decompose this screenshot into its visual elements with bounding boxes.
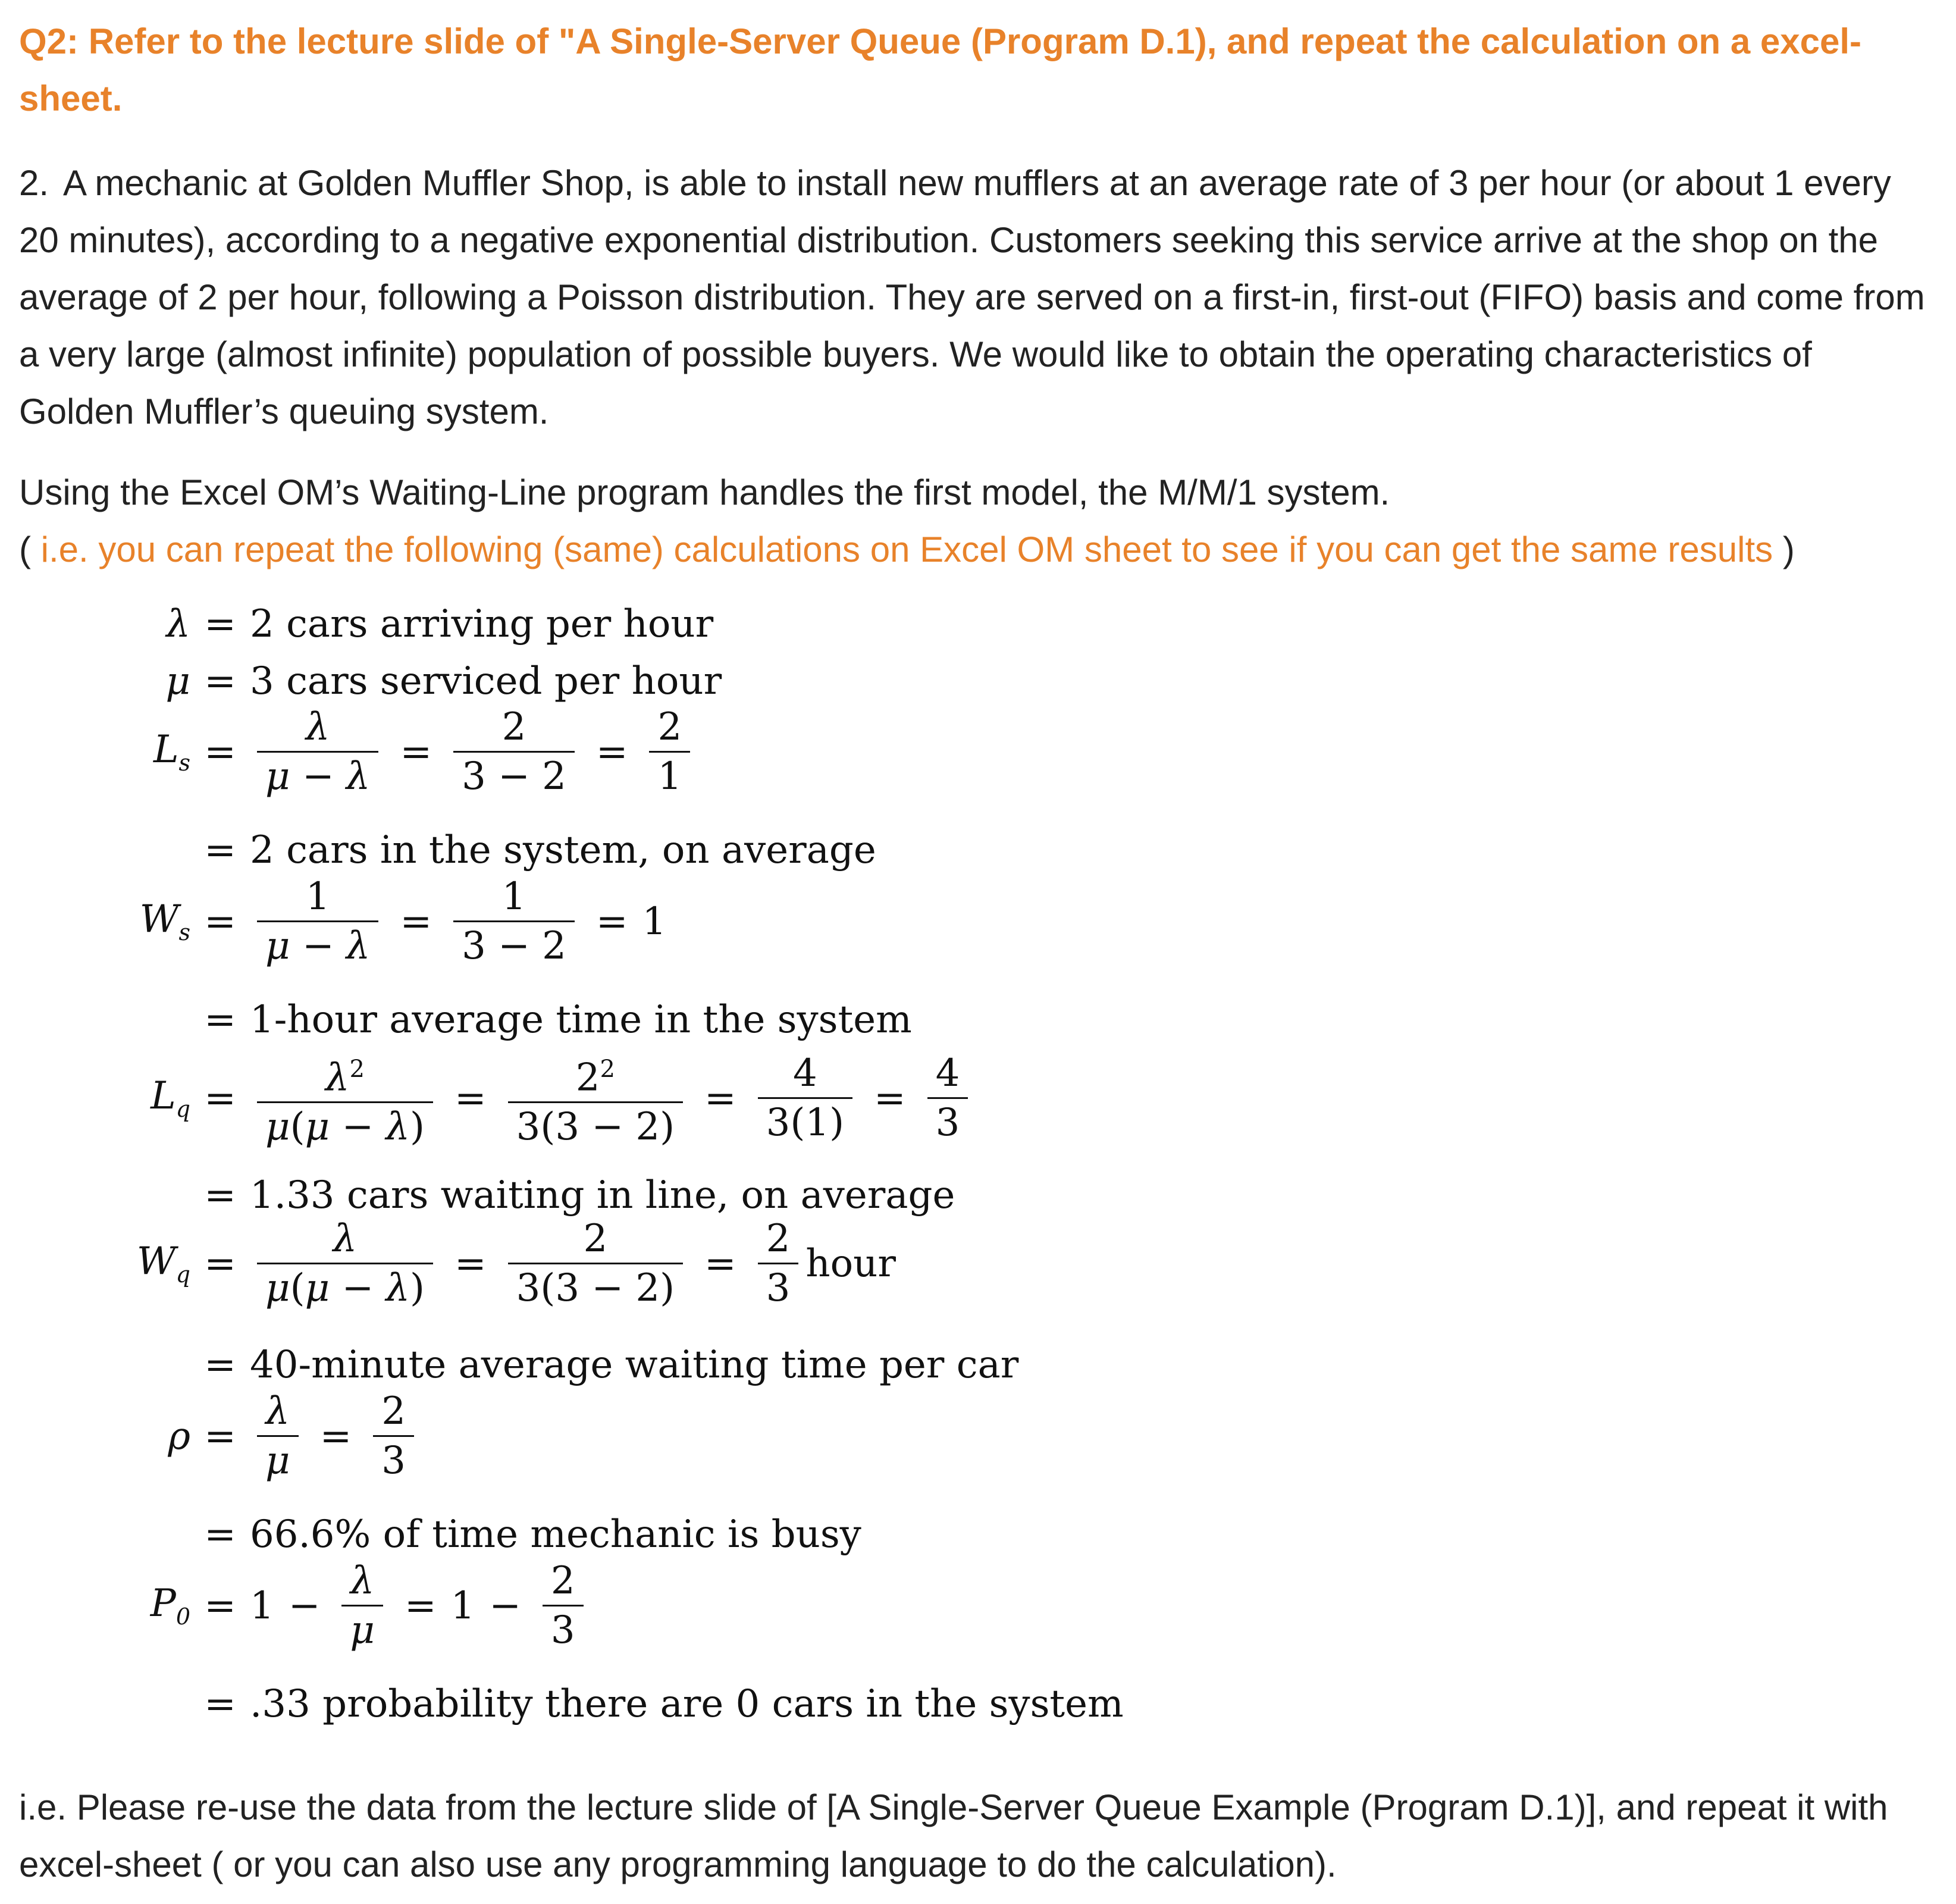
rho-result: 66.6% of time mechanic is busy [250, 1512, 861, 1557]
instructions-line2: i.e. you can repeat the following (same) calculations on Excel OM sheet to see if you can get the same results [40, 530, 1773, 569]
ws-formula: $W_s$ = $\frac{1}{\mu - \lambda}$ = $\frac{1}{3 - 2}$ = 1 [139, 875, 667, 968]
instructions-line1: Using the Excel OM’s Waiting-Line program handles the first model, the M/M/1 system. [19, 472, 1390, 512]
mu-value: 3 cars serviced per hour [250, 659, 722, 703]
mu-row: μ = 3 cars serviced per hour [165, 659, 722, 703]
wq-result: 40-minute average waiting time per car [250, 1343, 1019, 1387]
paren-close: ) [1773, 530, 1795, 569]
ls-result: 2 cars in the system, on average [250, 828, 876, 872]
ws-result: 1-hour average time in the system [250, 998, 912, 1042]
lq-formula: $L_q$ = $\frac{\lambda^2}{\mu(\mu - \lambda)}$ = $\frac{2^2}{3(3 - 2)}$ = $\frac{4}{3(1)}$ = $\frac{4}{3}$ [131, 1045, 975, 1151]
instructions [19, 464, 1935, 578]
rho-result-row: = 66.6% of time mechanic is busy [204, 1512, 861, 1557]
ls-formula: $L_s$ = $\frac{\lambda}{\mu - \lambda}$ = $\frac{2}{3 - 2}$ = $\frac{2}{1}$ [131, 703, 697, 800]
footer-note: i.e. Please re-use the data from the lecture slide of [A Single-Server Queue Example (Program D.1)], and repeat it with excel-sheet ( or you can also use any programming language to do the calculation). [19, 1787, 1888, 1884]
wq-result-row: = 40-minute average waiting time per car [204, 1343, 1019, 1387]
queue-calculations [131, 602, 1142, 1733]
problem-text: A mechanic at Golden Muffler Shop, is able to install new mufflers at an average rate of 3 per hour (or about 1 every 20 minutes), according to a negative exponential distribution. Customers seeking this service arrive at the shop on the average of 2 per hour, following a Poisson distribution. They are served on a first-in, first-out (FIFO) basis and come from a very large (almost infinite) population of possible buyers. We would like to obtain the operating characteristics of Golden Muffler’s queuing system. [19, 163, 1925, 431]
rho-formula: ρ = $\frac{\lambda}{\mu}$ = $\frac{2}{3}$ [131, 1388, 421, 1485]
lambda-row: λ = 2 cars arriving per hour [166, 602, 714, 646]
lq-result-row: = 1.33 cars waiting in line, on average [204, 1173, 955, 1217]
document [19, 13, 1935, 1733]
lq-result: 1.33 cars waiting in line, on average [250, 1173, 955, 1217]
problem-number: 2. [19, 163, 49, 203]
ls-result-row: = 2 cars in the system, on average [204, 828, 876, 872]
question-title: Q2: Refer to the lecture slide of "A Single-Server Queue (Program D.1), and repeat the calculation on a excel-sheet. [19, 21, 1862, 118]
p0-formula: $P_0$ = 1 − $\frac{\lambda}{\mu}$ = 1 − $\frac{2}{3}$ [131, 1557, 591, 1654]
p0-result: .33 probability there are 0 cars in the system [250, 1682, 1124, 1726]
wq-unit: hour [805, 1241, 896, 1286]
p0-result-row: = .33 probability there are 0 cars in the system [204, 1682, 1124, 1726]
lambda-value: 2 cars arriving per hour [250, 602, 714, 646]
wq-formula: $W_q$ = $\frac{\lambda}{\mu(\mu - \lambda)}$ = $\frac{2}{3(3 - 2)}$ = $\frac{2}{3}$ hour [136, 1217, 896, 1310]
ws-result-row: = 1-hour average time in the system [204, 998, 912, 1042]
paren-open: ( [19, 530, 41, 569]
problem-statement [19, 155, 1935, 440]
